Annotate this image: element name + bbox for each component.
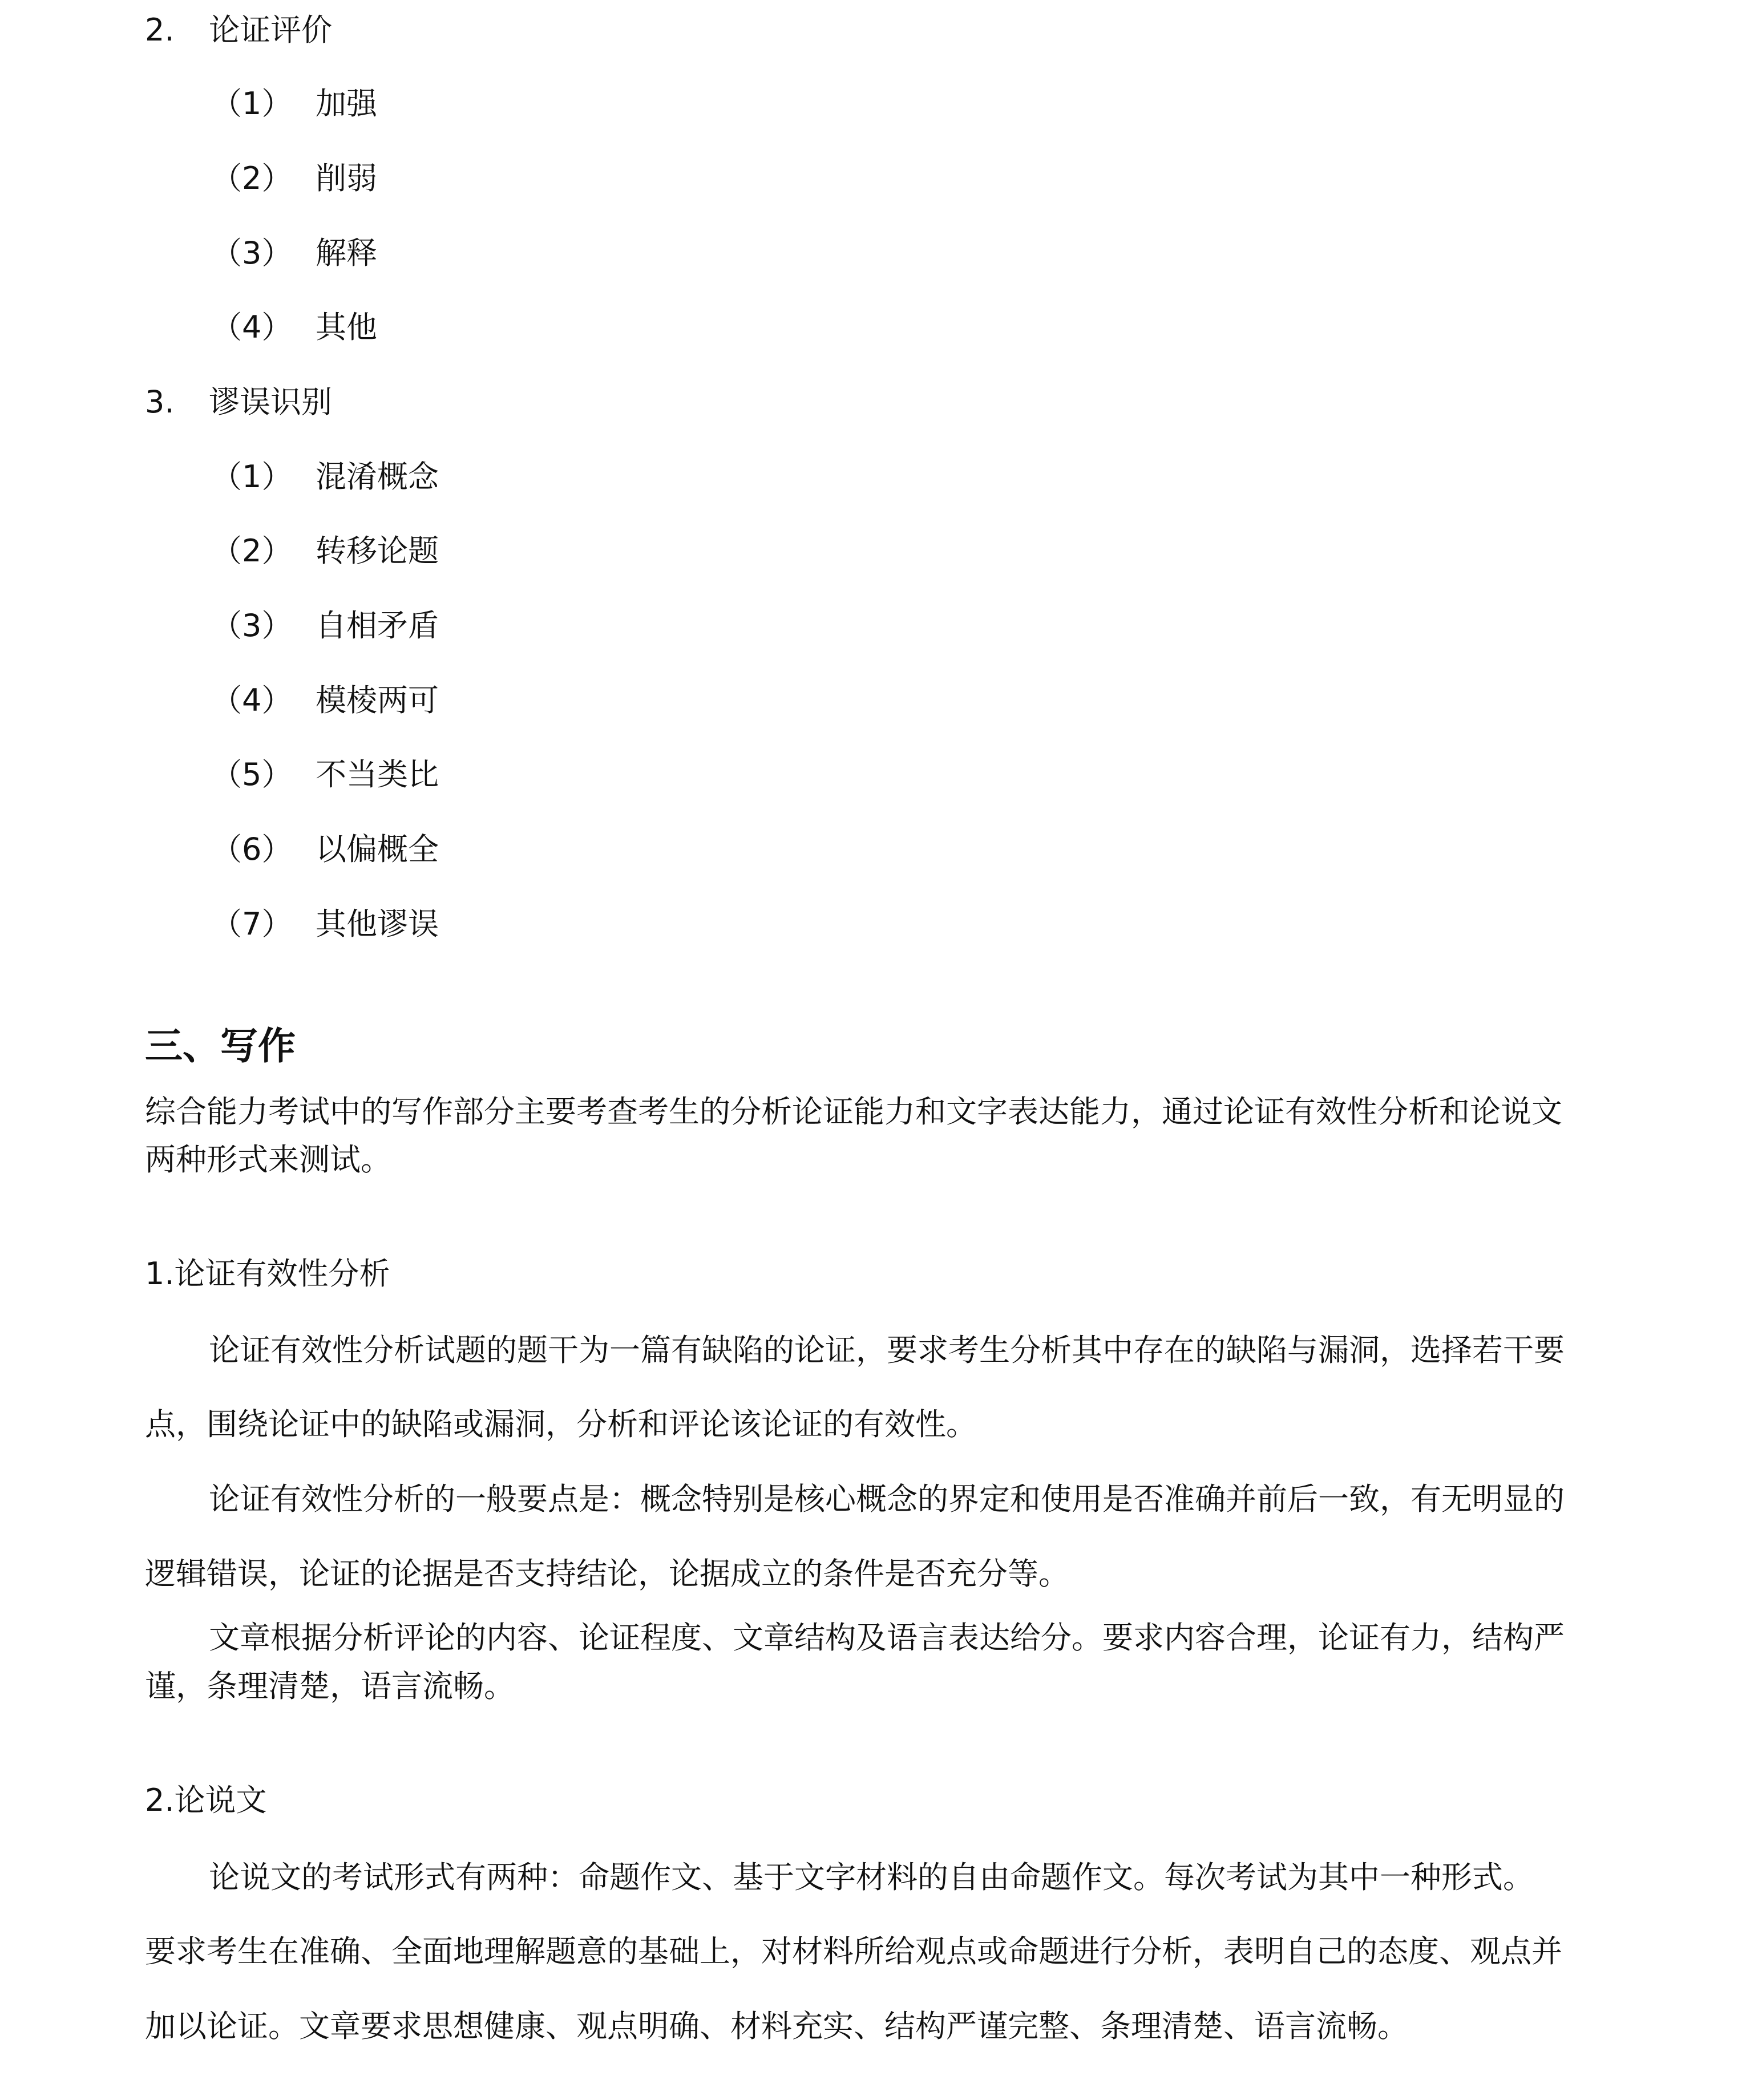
sub-item-number: （1）	[211, 86, 293, 122]
sub-item-text: 自相矛盾	[316, 608, 439, 644]
sub-item-text: 以偏概全	[316, 831, 439, 867]
intro-line: 两种形式来测试。	[145, 1142, 391, 1178]
list-item-title: 论证评价	[209, 12, 332, 48]
subsection-title: 2.论说文	[145, 1782, 267, 1818]
sub-item-number: （2）	[211, 160, 293, 196]
sub-item-number: （4）	[211, 309, 293, 345]
sub-item-text: 其他谬误	[316, 906, 439, 942]
sub-item-text: 不当类比	[316, 756, 439, 792]
sub-item-text: 削弱	[316, 160, 377, 196]
paragraph-line: 谨，条理清楚，语言流畅。	[145, 1668, 515, 1704]
sub-item-number: （7）	[211, 906, 293, 942]
paragraph-line: 加以论证。文章要求思想健康、观点明确、材料充实、结构严谨完整、条理清楚、语言流畅。	[145, 2008, 1408, 2044]
list-number: 2.	[145, 12, 175, 48]
paragraph-line: 论证有效性分析的一般要点是：概念特别是核心概念的界定和使用是否准确并前后一致，有无明显的	[209, 1481, 1565, 1517]
sub-item-number: （4）	[211, 682, 293, 718]
list-item-title: 谬误识别	[209, 384, 332, 420]
sub-item-text: 模棱两可	[316, 682, 439, 718]
sub-item-text: 解释	[316, 235, 377, 271]
sub-item-text: 其他	[316, 309, 377, 345]
sub-item-number: （2）	[211, 533, 293, 569]
sub-item-number: （3）	[211, 608, 293, 644]
paragraph-line: 逻辑错误，论证的论据是否支持结论，论据成立的条件是否充分等。	[145, 1556, 1069, 1592]
paragraph-line: 要求考生在准确、全面地理解题意的基础上，对材料所给观点或命题进行分析，表明自己的态度、观点并	[145, 1933, 1562, 1969]
paragraph-line: 论证有效性分析试题的题干为一篇有缺陷的论证，要求考生分析其中存在的缺陷与漏洞，选择若干要	[209, 1332, 1565, 1368]
list-number: 3.	[145, 384, 175, 420]
paragraph-line: 论说文的考试形式有两种：命题作文、基于文字材料的自由命题作文。每次考试为其中一种形式。	[209, 1859, 1534, 1895]
sub-item-number: （3）	[211, 235, 293, 271]
section-heading: 三、写作	[145, 1024, 296, 1068]
sub-item-number: （1）	[211, 459, 293, 495]
sub-item-text: 转移论题	[316, 533, 439, 569]
intro-line: 综合能力考试中的写作部分主要考查考生的分析论证能力和文字表达能力，通过论证有效性分析和论说文	[145, 1094, 1562, 1130]
sub-item-number: （5）	[211, 756, 293, 792]
paragraph-line: 文章根据分析评论的内容、论证程度、文章结构及语言表达给分。要求内容合理，论证有力，结构严	[209, 1620, 1565, 1656]
subsection-title: 1.论证有效性分析	[145, 1256, 390, 1292]
sub-item-number: （6）	[211, 831, 293, 867]
sub-item-text: 混淆概念	[316, 459, 439, 495]
paragraph-line: 点，围绕论证中的缺陷或漏洞，分析和评论该论证的有效性。	[145, 1406, 977, 1442]
sub-item-text: 加强	[316, 86, 377, 122]
